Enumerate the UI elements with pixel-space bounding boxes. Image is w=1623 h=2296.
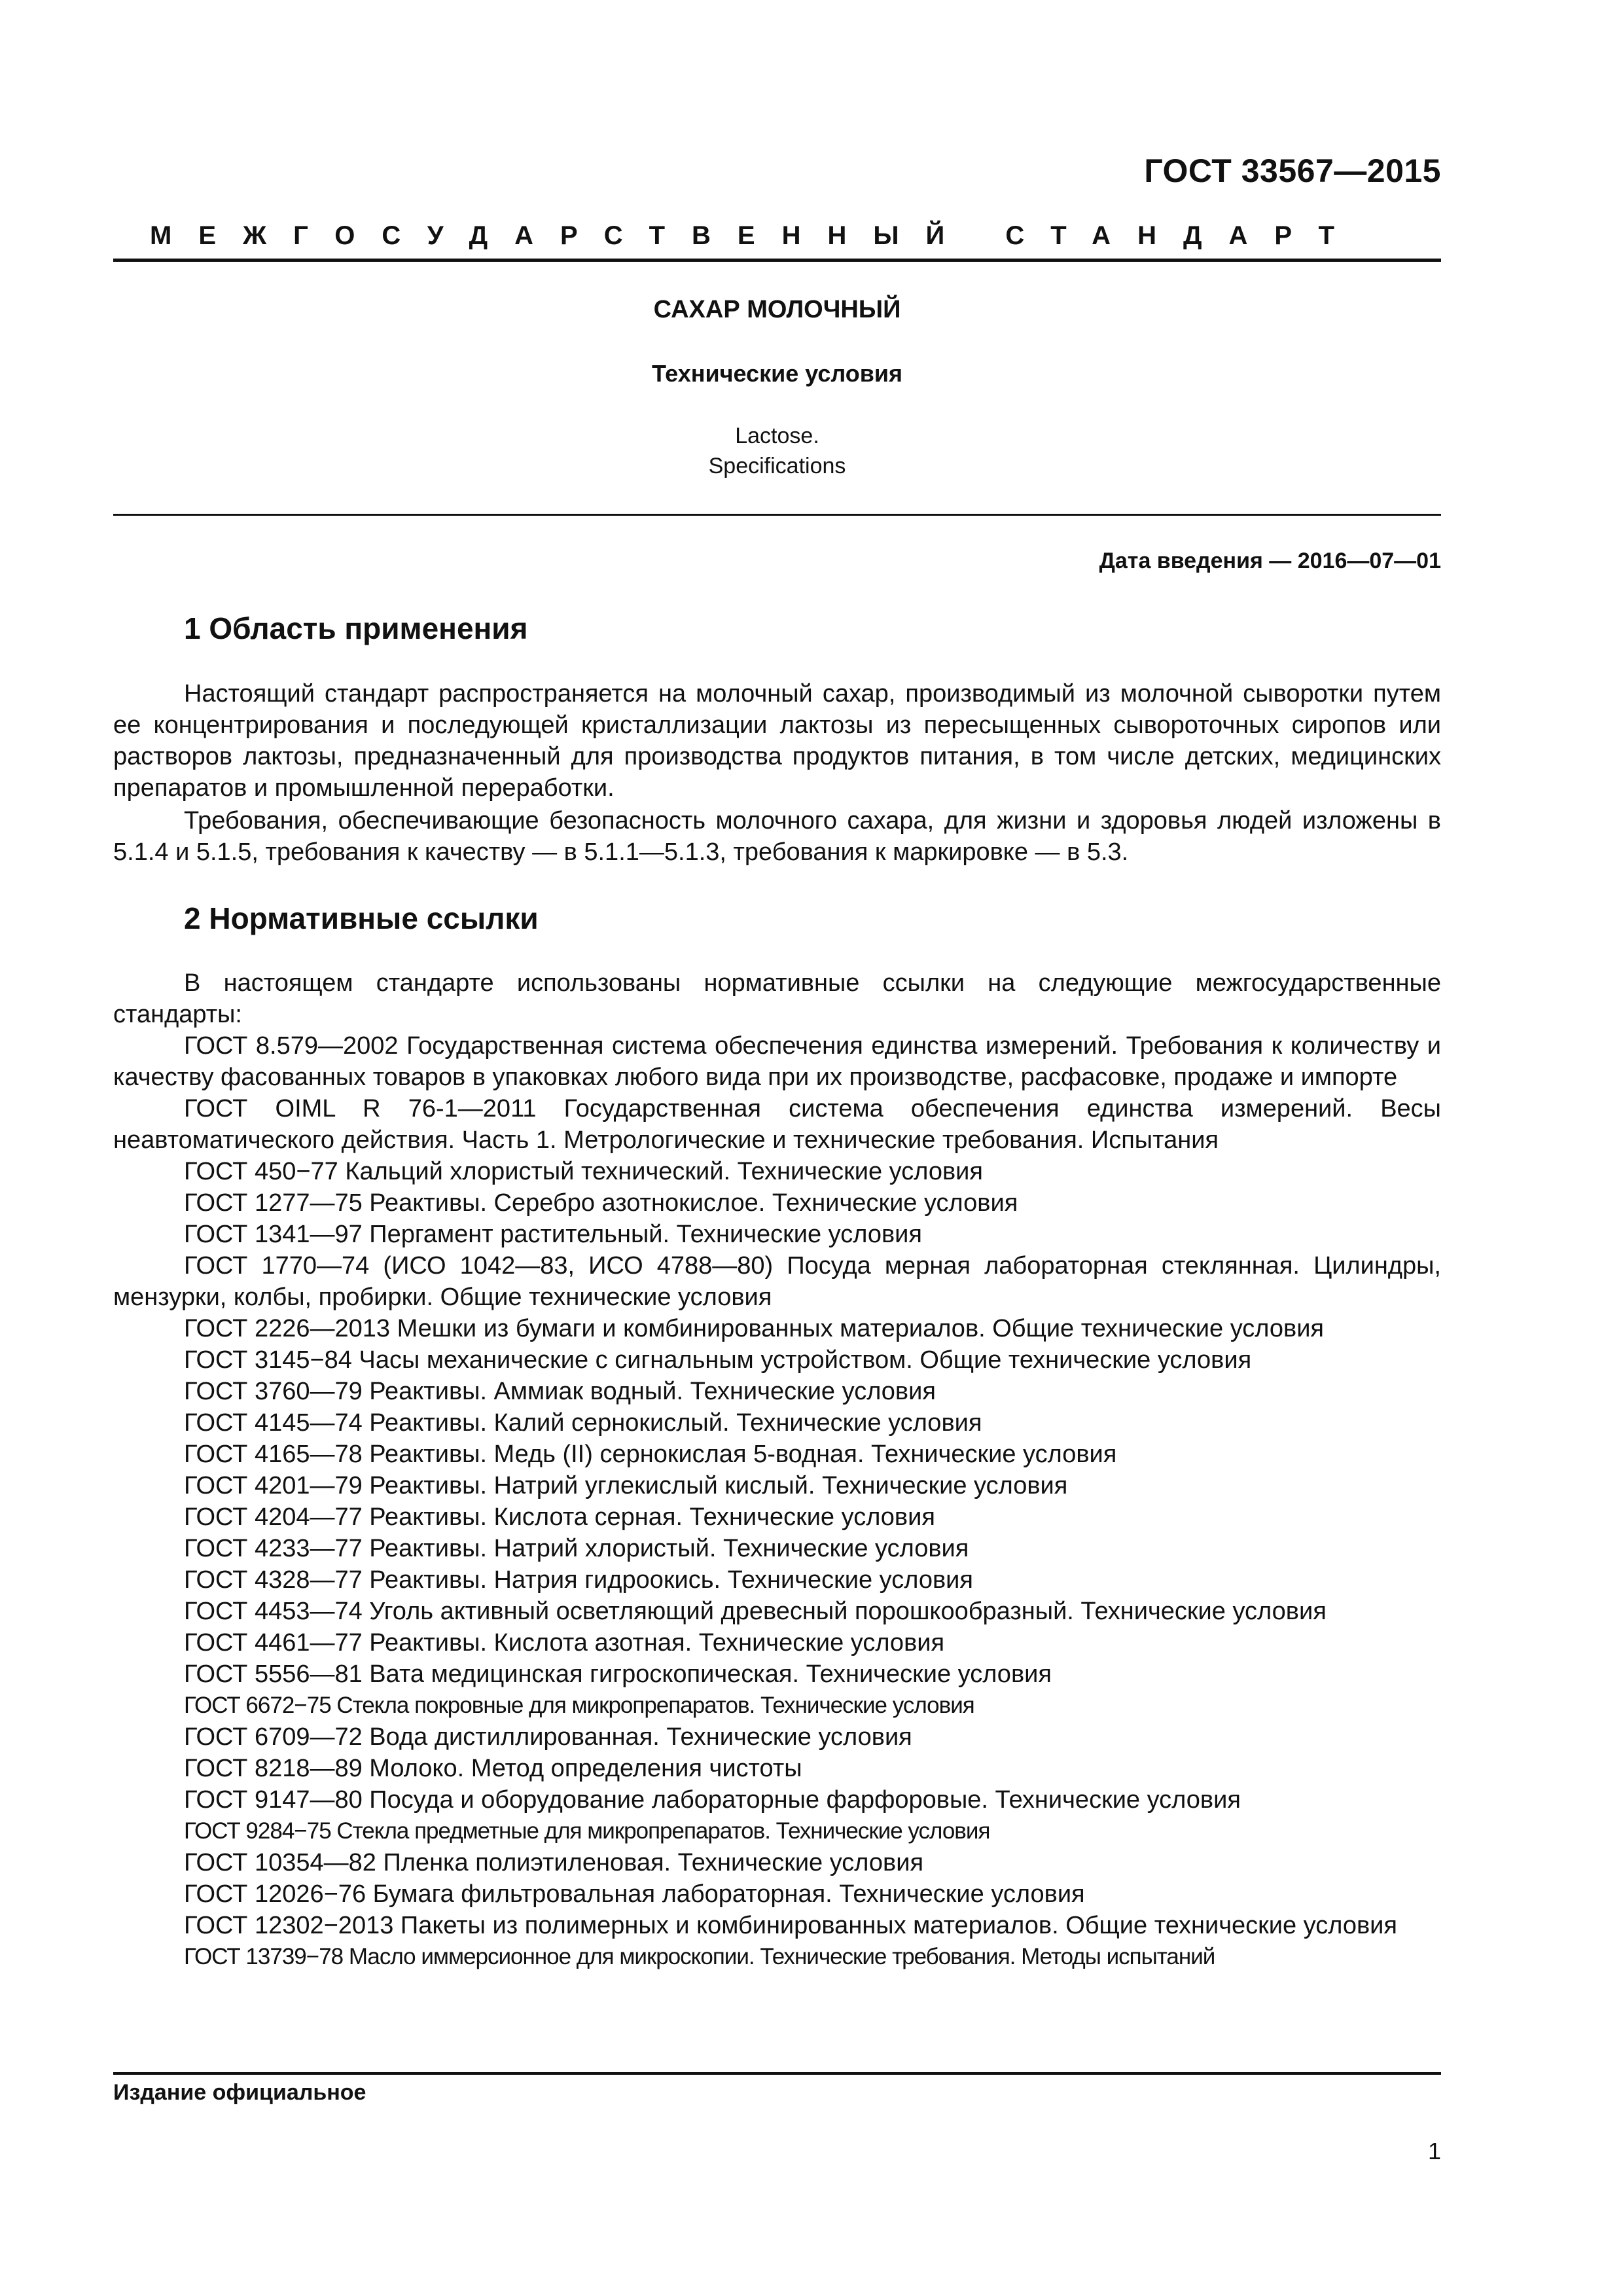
- section-2-heading: 2 Нормативные ссылки: [184, 901, 539, 935]
- introduction-date: Дата введения — 2016—07—01: [1099, 548, 1441, 573]
- reference-item: ГОСТ 4453—74 Уголь активный осветляющий древесный порошкообразный. Технические условия: [184, 1598, 1327, 1625]
- reference-item: ГОСТ 1341—97 Пергамент растительный. Технические условия: [184, 1221, 922, 1248]
- reference-item: ГОСТ 2226—2013 Мешки из бумаги и комбинированных материалов. Общие технические условия: [184, 1315, 1325, 1342]
- english-title: [113, 421, 1441, 481]
- normative-references-list: [113, 1030, 1441, 1973]
- official-edition-label: Издание официальное: [113, 2080, 366, 2105]
- header-rule: [113, 259, 1441, 262]
- section-1-paragraph: Требования, обеспечивающие безопасность молочного сахара, для жизни и здоровья людей изложены в 5.1.4 и 5.1.5, требования к качеству — в 5.1.1—5.1.3, требования к маркировке — в 5.3.: [113, 807, 1441, 866]
- reference-item: ГОСТ 1770—74 (ИСО 1042—83, ИСО 4788—80) Посуда мерная лабораторная стеклянная. Цилиндры, мензурки, колбы, пробирки. Общие технические условия: [113, 1252, 1441, 1311]
- reference-item: ГОСТ 1277—75 Реактивы. Серебро азотнокислое. Технические условия: [184, 1189, 1018, 1217]
- reference-item: ГОСТ 9147—80 Посуда и оборудование лабораторные фарфоровые. Технические условия: [184, 1786, 1241, 1814]
- reference-item: ГОСТ 3760—79 Реактивы. Аммиак водный. Технические условия: [184, 1378, 936, 1405]
- standard-banner: МЕЖГОСУДАРСТВЕННЫЙ СТАНДАРТ: [150, 221, 1361, 250]
- reference-item: ГОСТ 4233—77 Реактивы. Натрий хлористый. Технические условия: [184, 1535, 969, 1562]
- reference-item: ГОСТ OIML R 76-1—2011 Государственная система обеспечения единства измерений. Весы неавтоматического действия. Часть 1. Метрологические и технические требования. Испытания: [113, 1095, 1441, 1154]
- reference-item: ГОСТ 6672−75 Стекла покровные для микропрепаратов. Технические условия: [184, 1693, 974, 1718]
- document-number: ГОСТ 33567—2015: [1144, 152, 1441, 189]
- reference-item: ГОСТ 12026−76 Бумага фильтровальная лабораторная. Технические условия: [184, 1880, 1085, 1908]
- footer-rule: [113, 2072, 1441, 2075]
- reference-item: ГОСТ 9284−75 Стекла предметные для микропрепаратов. Технические условия: [184, 1818, 990, 1844]
- page-number: 1: [1427, 2138, 1441, 2164]
- title-rule: [113, 514, 1441, 516]
- reference-item: ГОСТ 4204—77 Реактивы. Кислота серная. Технические условия: [184, 1503, 935, 1531]
- reference-item: ГОСТ 10354—82 Пленка полиэтиленовая. Технические условия: [184, 1849, 924, 1876]
- reference-item: ГОСТ 8.579—2002 Государственная система обеспечения единства измерений. Требования к количеству и качеству фасованных товаров в упаковках любого вида при их производстве, расфасовке, продаже и импорте: [113, 1032, 1441, 1091]
- english-title-line-2: Specifications: [708, 454, 846, 478]
- english-title-line-1: Lactose.: [735, 423, 819, 448]
- section-1-paragraph: Настоящий стандарт распространяется на молочный сахар, производимый из молочной сыворотки путем ее концентрирования и последующей кристаллизации лактозы из пересыщенных сывороточных сиропов или растворов лактозы, предназначенный для производства продуктов питания, в том числе детских, медицинских препаратов и промышленной переработки.: [113, 680, 1441, 802]
- reference-item: ГОСТ 4145—74 Реактивы. Калий сернокислый. Технические условия: [184, 1409, 982, 1437]
- reference-item: ГОСТ 4201—79 Реактивы. Натрий углекислый кислый. Технические условия: [184, 1472, 1068, 1499]
- section-1-heading: 1 Область применения: [184, 611, 528, 645]
- reference-item: ГОСТ 8218—89 Молоко. Метод определения чистоты: [184, 1755, 802, 1782]
- reference-item: ГОСТ 13739−78 Масло иммерсионное для микроскопии. Технические требования. Методы испытаний: [184, 1944, 1215, 1969]
- reference-item: ГОСТ 5556—81 Вата медицинская гигроскопическая. Технические условия: [184, 1660, 1052, 1688]
- document-subtitle: Технические условия: [651, 360, 903, 387]
- document-title: САХАР МОЛОЧНЫЙ: [653, 296, 901, 323]
- reference-item: ГОСТ 3145−84 Часы механические с сигнальным устройством. Общие технические условия: [184, 1346, 1252, 1374]
- reference-item: ГОСТ 6709—72 Вода дистиллированная. Технические условия: [184, 1723, 912, 1751]
- reference-item: ГОСТ 4328—77 Реактивы. Натрия гидроокись. Технические условия: [184, 1566, 973, 1594]
- reference-item: ГОСТ 4461—77 Реактивы. Кислота азотная. Технические условия: [184, 1629, 945, 1657]
- reference-item: ГОСТ 4165—78 Реактивы. Медь (II) сернокислая 5-водная. Технические условия: [184, 1441, 1117, 1468]
- reference-item: ГОСТ 450−77 Кальций хлористый технический. Технические условия: [184, 1158, 983, 1185]
- section-2-intro: В настоящем стандарте использованы нормативные ссылки на следующие межгосударственные стандарты:: [113, 969, 1441, 1028]
- reference-item: ГОСТ 12302−2013 Пакеты из полимерных и комбинированных материалов. Общие технические условия: [184, 1912, 1397, 1939]
